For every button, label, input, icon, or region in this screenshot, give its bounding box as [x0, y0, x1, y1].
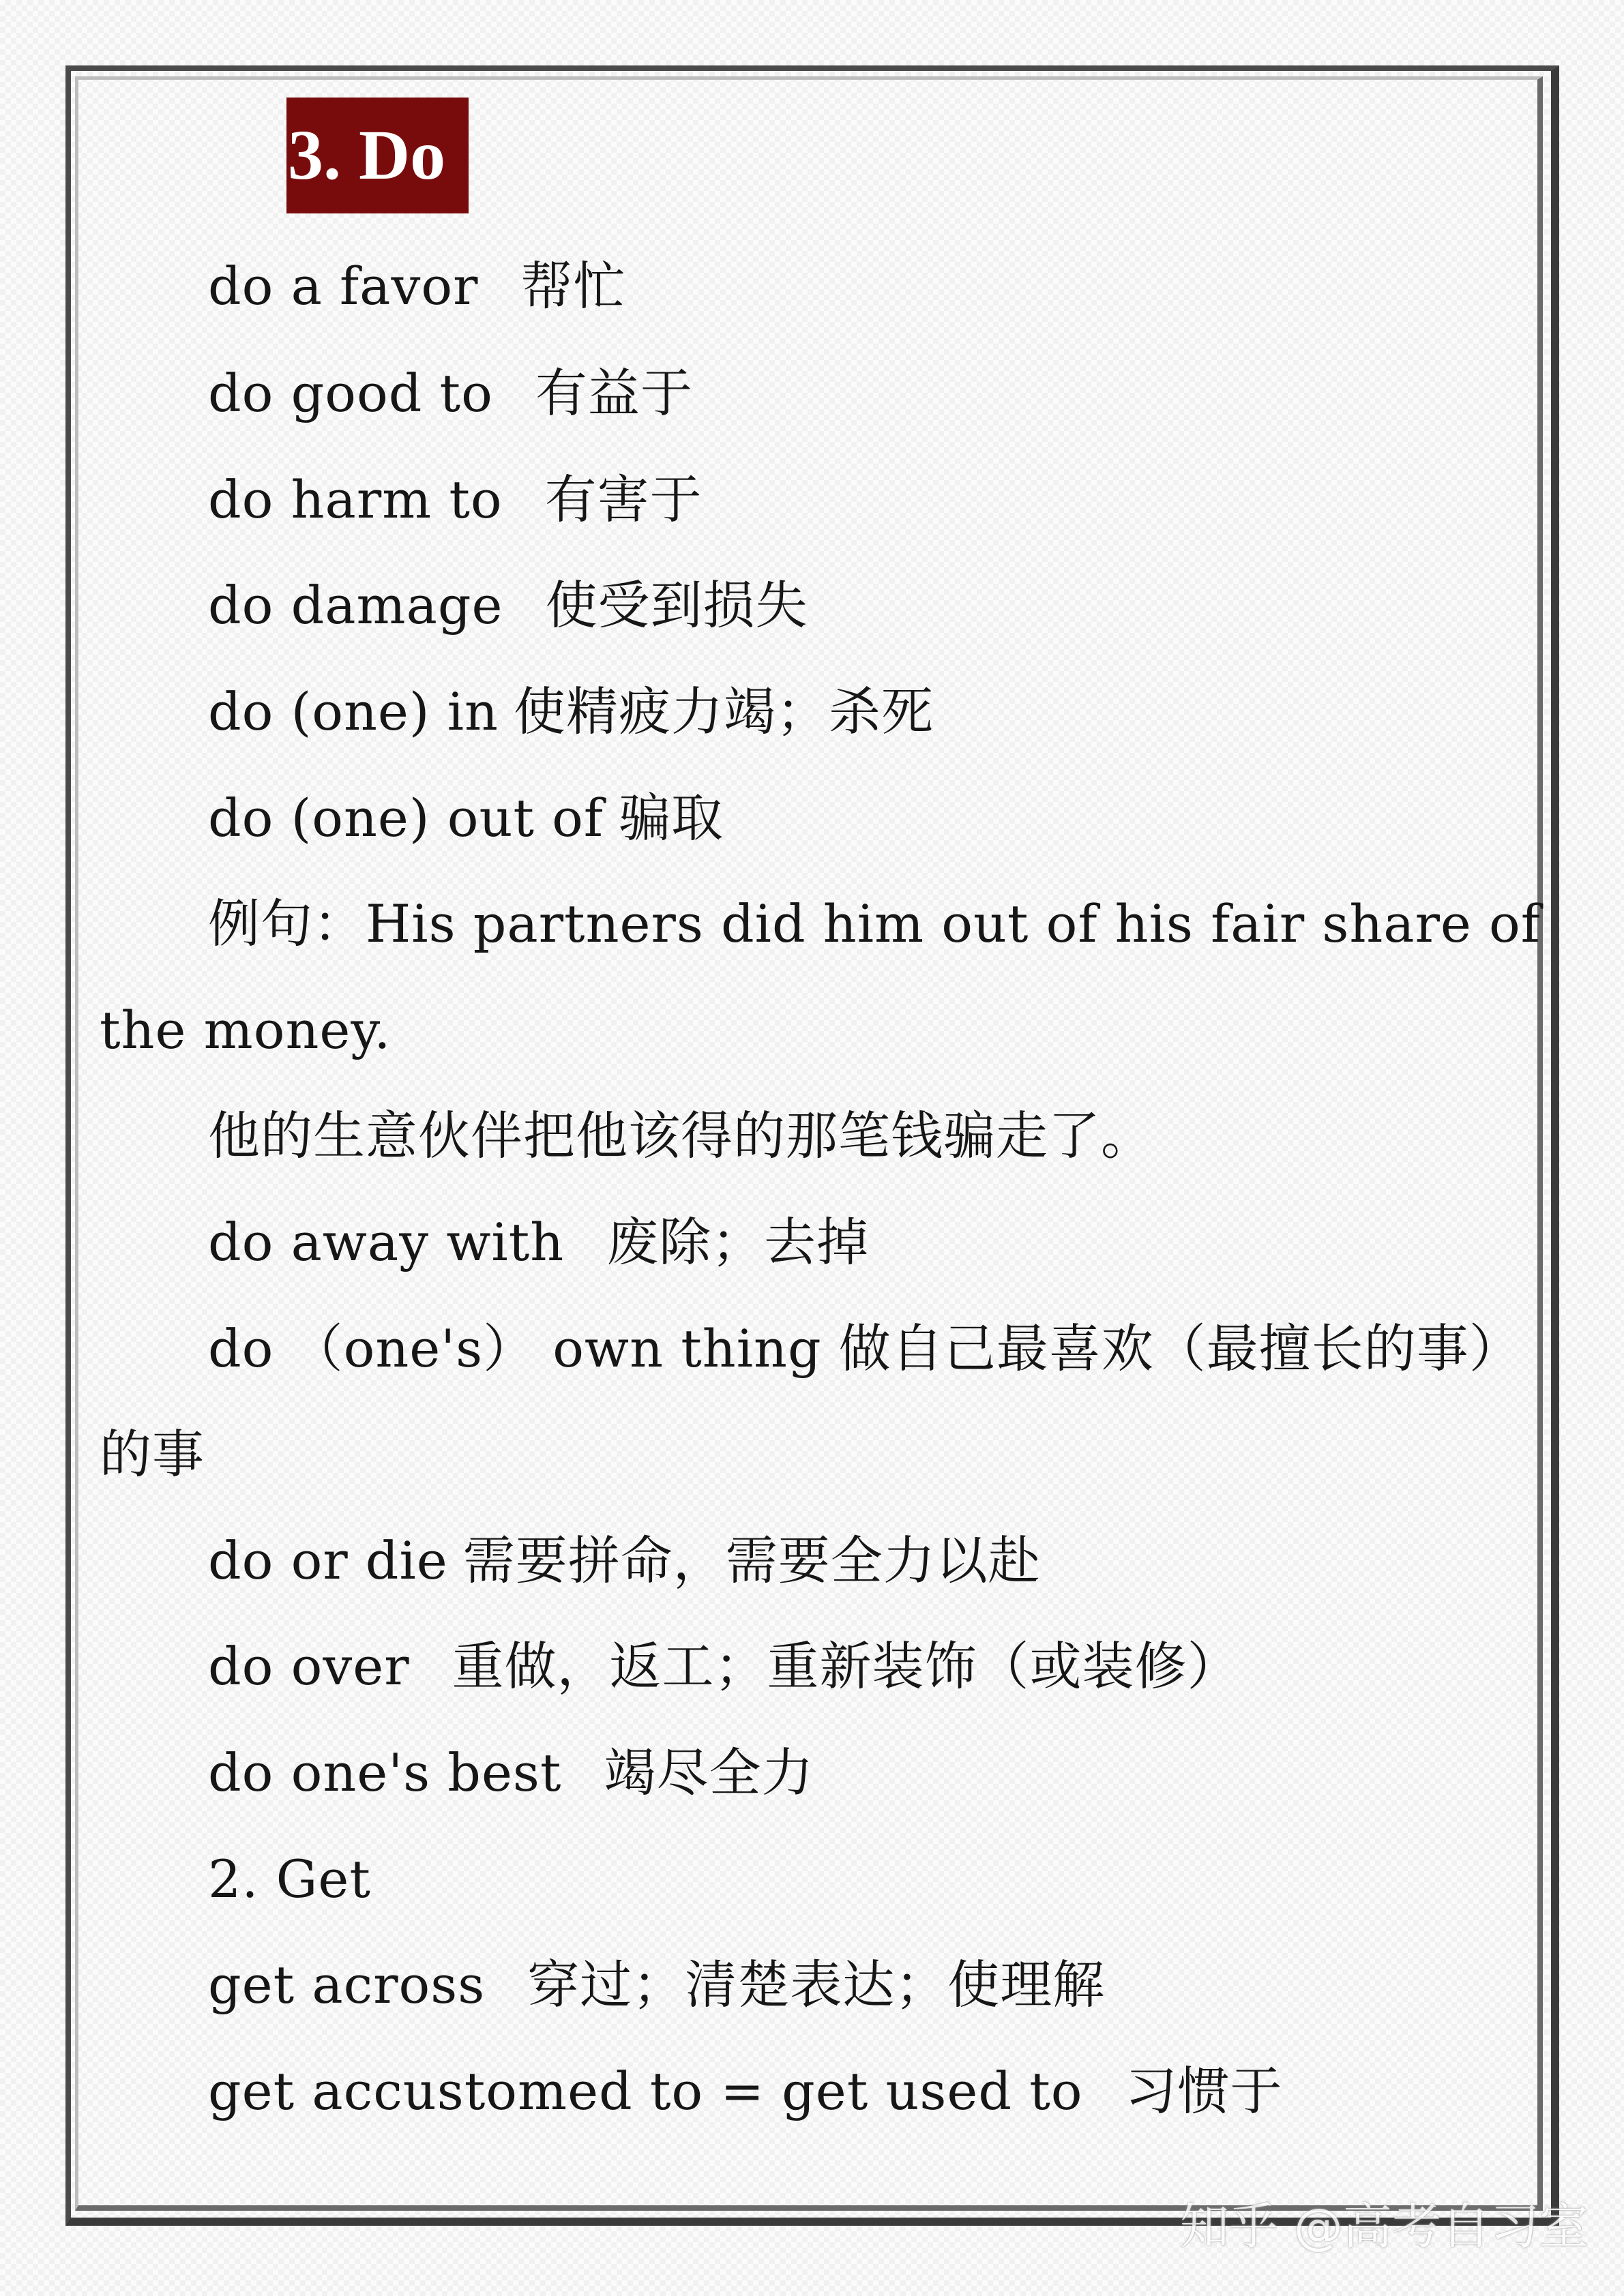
phrase-line	[208, 359, 1524, 428]
phrase-chinese: 使精疲力竭；杀死	[513, 681, 934, 742]
phrase-english: do (one) in	[208, 681, 499, 742]
phrase-english: do a favor	[208, 256, 479, 316]
phrase-line	[208, 466, 1524, 534]
phrase-chinese: 废除；去掉	[606, 1212, 870, 1272]
example-sentence-continued: the money.	[100, 1000, 392, 1060]
phrase-line	[208, 1739, 1524, 1807]
phrase-line	[208, 1527, 1524, 1595]
phrase-english: do damage	[208, 575, 503, 636]
phrase-english: do over	[208, 1636, 410, 1697]
section-heading-do: 3. Do	[286, 98, 469, 213]
phrase-line	[208, 2057, 1524, 2126]
phrase-line	[208, 784, 1524, 852]
phrase-english: do or die	[208, 1530, 448, 1591]
example-sentence: 例句：His partners did him out of his fair share of	[208, 893, 1541, 954]
phrase-line	[208, 678, 1524, 746]
phrase-english: do harm to	[208, 469, 503, 530]
phrase-line	[208, 252, 1524, 320]
phrase-chinese: 有益于	[535, 363, 693, 423]
section-heading-get: 2. Get	[208, 1849, 371, 1909]
phrase-chinese: 使受到损失	[545, 575, 808, 636]
example-translation: 他的生意伙伴把他该得的那笔钱骗走了。	[208, 1105, 1153, 1166]
phrase-chinese: 骗取	[619, 788, 724, 848]
phrase-line	[208, 1632, 1524, 1701]
zhihu-watermark: 知乎 @高考自习室	[1180, 2198, 1589, 2255]
phrase-chinese: 需要拼命，需要全力以赴	[462, 1530, 1041, 1591]
phrase-line	[208, 1208, 1524, 1277]
phrase-english: do one's best	[208, 1742, 562, 1803]
phrase-english: do good to	[208, 363, 493, 423]
phrase-chinese: 竭尽全力	[604, 1742, 814, 1803]
phrase-english: get across	[208, 1954, 486, 2015]
phrase-chinese: 重做，返工；重新装饰（或装修）	[452, 1636, 1240, 1697]
phrase-line	[208, 571, 1524, 640]
phrase-chinese: 穿过；清楚表达；使理解	[527, 1954, 1106, 2015]
phrase-english: do away with	[208, 1212, 565, 1272]
phrase-english: get accustomed to = get used to	[208, 2061, 1083, 2121]
phrase-line	[208, 1951, 1524, 2019]
phrase-english: do (one) out of	[208, 788, 604, 848]
phrase-chinese: 习惯于	[1125, 2061, 1283, 2121]
own-thing-phrase-continued: 的事	[100, 1424, 205, 1485]
own-thing-phrase: do （one's） own thing 做自己最喜欢（最擅长的事）	[208, 1318, 1522, 1379]
phrase-chinese: 有害于	[544, 469, 703, 530]
phrase-chinese: 帮忙	[520, 256, 626, 316]
